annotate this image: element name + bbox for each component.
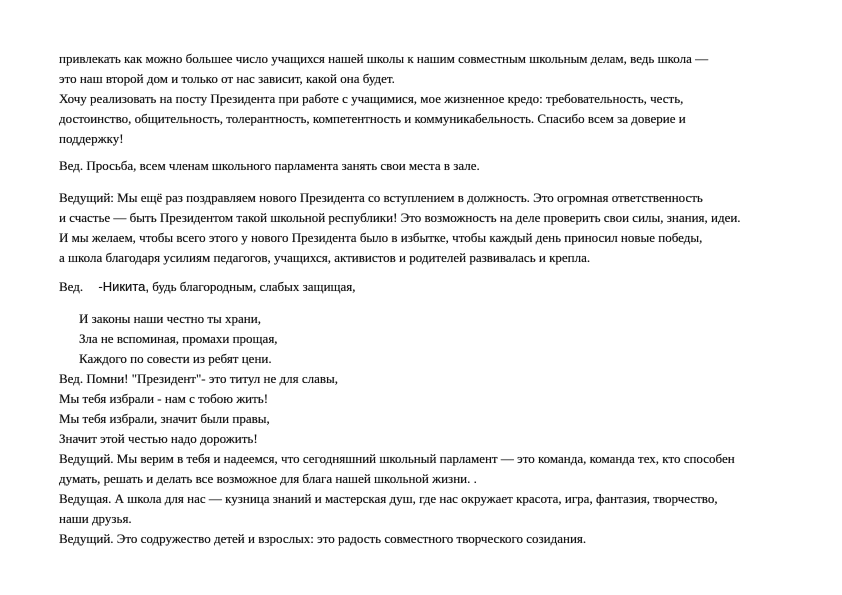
paragraph-line: Значит этой честью надо дорожить! (59, 431, 258, 446)
paragraph-line: это наш второй дом и только от нас зависит, какой она будет. (59, 71, 395, 86)
speaker-label: Вед. (59, 279, 84, 294)
verse-line: Каждого по совести из ребят цени. (79, 351, 272, 366)
paragraph-line: привлекать как можно большее число учащихся нашей школы к нашим совместным школьным делам, ведь школа — (59, 51, 709, 66)
paragraph-line: Мы тебя избрали - нам с тобою жить! (59, 391, 269, 406)
paragraph-line: Хочу реализовать на посту Президента при работе с учащимися, мое жизненное кредо: требовательность, честь, (59, 91, 684, 106)
verse-line: Зла не вспоминая, промахи прощая, (79, 331, 278, 346)
paragraph-line: думать, решать и делать все возможное для блага нашей школьной жизни. . (59, 471, 477, 486)
paragraph-line: Мы тебя избрали, значит были правы, (59, 411, 270, 426)
paragraph-line: поддержку! (59, 131, 124, 146)
paragraph-line: и счастье — быть Президентом такой школьной республики! Это возможность на деле проверить свои силы, знания, идеи. (59, 210, 741, 225)
paragraph-line: наши друзья. (59, 511, 132, 526)
paragraph-line: достоинство, общительность, толерантность, компетентность и коммуникабельность. Спасибо всем за доверие и (59, 111, 686, 126)
name-text: -Никита, (98, 279, 149, 294)
verse-line: И законы наши честно ты храни, (79, 311, 261, 326)
paragraph-line: Ведущий: Мы ещё раз поздравляем нового Президента со вступлением в должность. Это огромная ответственность (59, 190, 703, 205)
paragraph-line: Ведущая. А школа для нас — кузница знаний и мастерская душ, где нас окружает красота, игра, фантазия, творчество, (59, 491, 718, 506)
paragraph-line: Ведущий. Мы верим в тебя и надеемся, что сегодняшний школьный парламент — это команда, команда тех, кто способен (59, 451, 735, 466)
paragraph-line: Вед. Просьба, всем членам школьного парламента занять свои места в зале. (59, 158, 480, 173)
paragraph-line: Вед. Помни! "Президент"- это титул не для славы, (59, 371, 338, 386)
paragraph-line: а школа благодаря усилиям педагогов, учащихся, активистов и родителей развивалась и крепла. (59, 250, 591, 265)
verse-text: будь благородным, слабых защищая, (148, 279, 356, 294)
paragraph-line: Ведущий. Это содружество детей и взрослых: это радость совместного творческого созидания. (59, 531, 587, 546)
paragraph-line: И мы желаем, чтобы всего этого у нового Президента было в избытке, чтобы каждый день приносил новые победы, (59, 230, 703, 245)
paragraph-line (59, 278, 356, 296)
